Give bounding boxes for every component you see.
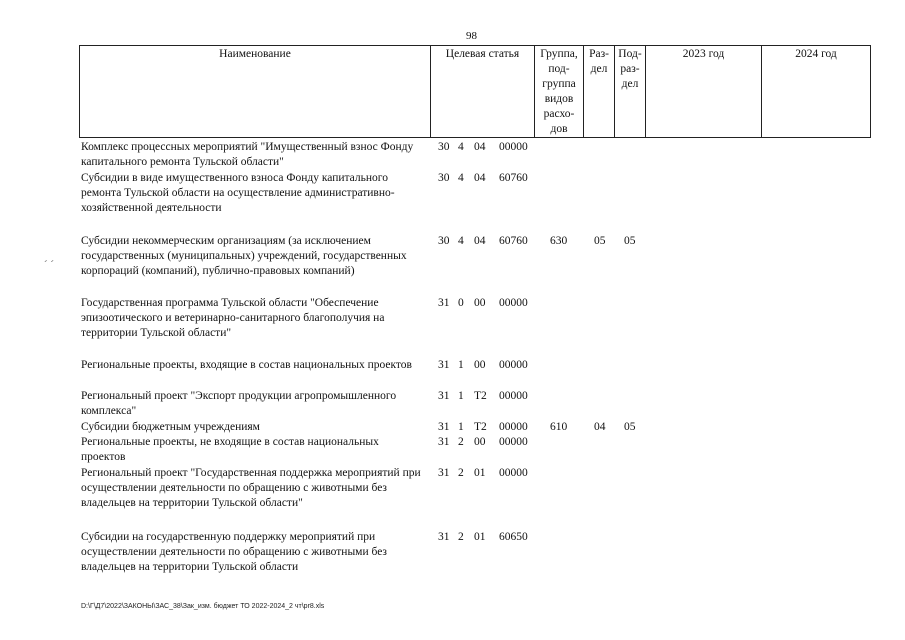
cs-structure: 01 <box>474 467 486 479</box>
footer-file-path: D:\Г\Д7\2022\ЗАКОНЫ\ЗАС_38\Зак_изм. бюджет ТО 2022-2024_2 чт\pr8.xls <box>81 603 325 610</box>
cs-program: 31 <box>438 436 450 448</box>
cs-program: 30 <box>438 172 450 184</box>
page-number: 98 <box>466 30 477 42</box>
row-name: Субсидии некоммерческим организациям (за исключением государственных (муниципальных) учреждений, государственных корпораций (компаний), публично-правовых компаний) <box>81 235 407 277</box>
header-name: Наименование <box>79 45 430 138</box>
header-year-2023: 2023 год <box>645 45 761 138</box>
subsection: 05 <box>624 421 636 433</box>
cs-direction: 60760 <box>499 172 528 184</box>
header-group: Группа, под- группа видов расхо- дов <box>534 45 583 138</box>
row-name: Комплекс процессных мероприятий "Имущественный взнос Фонду капитального ремонта Тульской области" <box>81 141 414 168</box>
header-year-2024: 2024 год <box>761 45 871 138</box>
cs-program: 30 <box>438 141 450 153</box>
cs-structure: 04 <box>474 141 486 153</box>
cs-direction: 00000 <box>499 297 528 309</box>
cs-type: 4 <box>458 172 464 184</box>
cs-type: 1 <box>458 390 464 402</box>
cs-type: 4 <box>458 141 464 153</box>
cs-structure: 00 <box>474 359 486 371</box>
cs-structure: T2 <box>474 421 487 433</box>
cs-structure: 00 <box>474 436 486 448</box>
cs-structure: 01 <box>474 531 486 543</box>
row-name: Субсидии на государственную поддержку мероприятий при осуществлении деятельности по обращению с животными без владельцев на территории Тульской области <box>81 531 387 573</box>
cs-program: 31 <box>438 531 450 543</box>
cs-program: 31 <box>438 359 450 371</box>
cs-direction: 00000 <box>499 390 528 402</box>
row-name: Региональный проект "Экспорт продукции агропромышленного комплекса" <box>81 390 397 417</box>
expense-group: 610 <box>550 421 568 433</box>
cs-program: 31 <box>438 467 450 479</box>
cs-type: 4 <box>458 235 464 247</box>
header-subsection: Под- раз- дел <box>614 45 645 138</box>
cs-structure: 04 <box>474 235 486 247</box>
row-name: Субсидии в виде имущественного взноса Фонду капитального ремонта Тульской области на осуществление административно-хозяйственной деятельности <box>81 172 395 214</box>
cs-program: 31 <box>438 390 450 402</box>
cs-direction: 60760 <box>499 235 528 247</box>
cs-type: 1 <box>458 421 464 433</box>
margin-mark: ˊ ˊ <box>44 259 55 271</box>
cs-program: 31 <box>438 297 450 309</box>
cs-program: 30 <box>438 235 450 247</box>
cs-structure: 00 <box>474 297 486 309</box>
header-section: Раз- дел <box>583 45 614 138</box>
cs-type: 0 <box>458 297 464 309</box>
section: 04 <box>594 421 606 433</box>
cs-structure: 04 <box>474 172 486 184</box>
cs-direction: 00000 <box>499 141 528 153</box>
row-name: Субсидии бюджетным учреждениям <box>81 421 260 433</box>
cs-direction: 00000 <box>499 467 528 479</box>
row-name: Региональный проект "Государственная поддержка мероприятий при осуществлении деятельности по обращению с животными без владельцев на территории Тульской области" <box>81 467 421 509</box>
expense-group: 630 <box>550 235 568 247</box>
cs-type: 2 <box>458 436 464 448</box>
cs-program: 31 <box>438 421 450 433</box>
header-target: Целевая статья <box>430 45 534 138</box>
row-name: Региональные проекты, входящие в состав национальных проектов <box>81 359 412 371</box>
cs-direction: 00000 <box>499 359 528 371</box>
cs-direction: 00000 <box>499 436 528 448</box>
subsection: 05 <box>624 235 636 247</box>
section: 05 <box>594 235 606 247</box>
cs-type: 2 <box>458 531 464 543</box>
cs-direction: 60650 <box>499 531 528 543</box>
cs-type: 2 <box>458 467 464 479</box>
cs-direction: 00000 <box>499 421 528 433</box>
row-name: Региональные проекты, не входящие в состав национальных проектов <box>81 436 379 463</box>
row-name: Государственная программа Тульской области "Обеспечение эпизоотического и ветеринарно-санитарного благополучия на территории Тульской области" <box>81 297 385 339</box>
cs-structure: T2 <box>474 390 487 402</box>
cs-type: 1 <box>458 359 464 371</box>
